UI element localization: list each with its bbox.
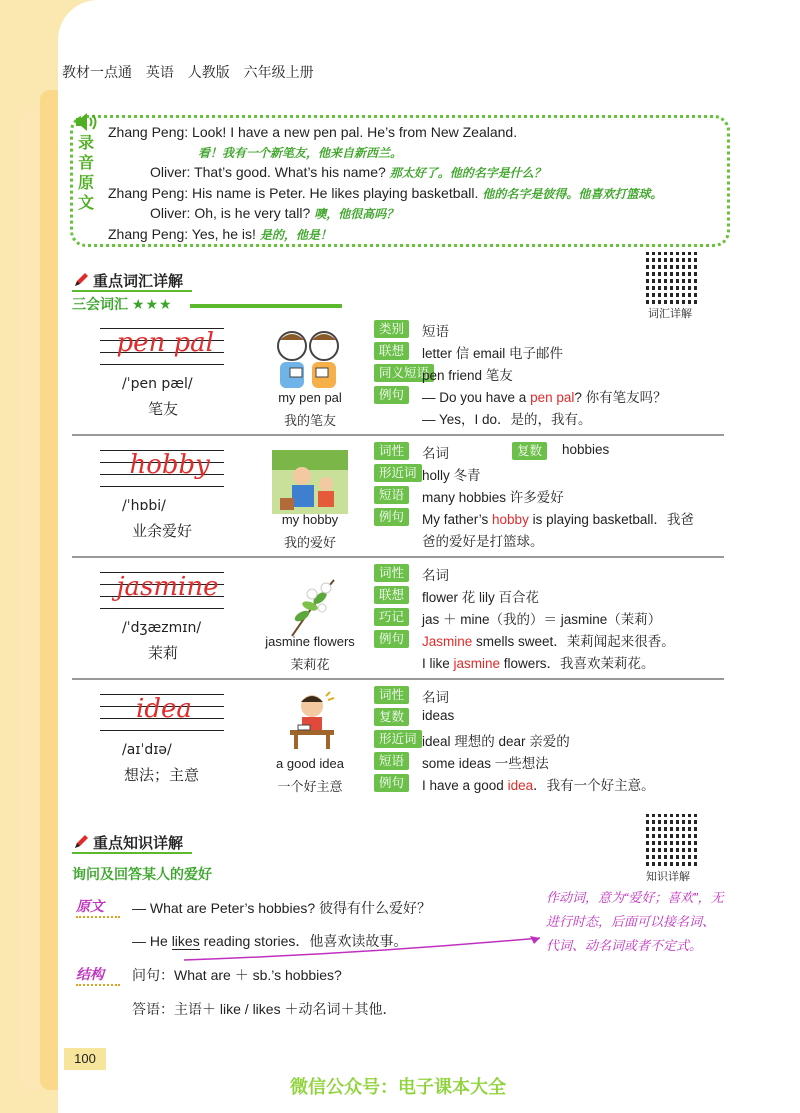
transcript-line: 看！我有一个新笔友，他来自新西兰。 — [198, 146, 403, 160]
vocab-subtitle: 三会词汇 ★★★ — [72, 296, 173, 312]
vocab-detail: 名词 — [422, 690, 449, 705]
vocab-detail: 爸的爱好是打篮球。 — [422, 534, 544, 549]
green-divider — [190, 304, 342, 308]
vocab-example: Jasmine smells sweet．茉莉闻起来很香。 — [422, 634, 675, 649]
picture-caption-en: my pen pal — [278, 390, 342, 405]
vocab-example: I like jasmine flowers．我喜欢茉莉花。 — [422, 656, 655, 671]
page-edge — [40, 90, 58, 1090]
vocab-meaning: 茉莉 — [148, 645, 179, 662]
picture-caption-en: a good idea — [276, 756, 344, 771]
note-arrow — [180, 930, 550, 970]
vocab-detail: holly 冬青 — [422, 468, 481, 483]
vocab-tag: 形近词 — [374, 464, 422, 482]
vocab-tag: 联想 — [374, 586, 409, 604]
vocab-tag: 词性 — [374, 564, 409, 582]
pencil-icon — [72, 271, 90, 289]
footer-watermark: 微信公众号：电子课本大全 — [290, 1077, 506, 1097]
listening-label — [78, 134, 98, 214]
label-char: 音 — [78, 155, 95, 172]
qr-code[interactable] — [646, 252, 698, 304]
row-divider — [72, 434, 724, 436]
transcript-line: Oliver: Oh, is he very tall? 噢，他很高吗？ — [150, 205, 399, 221]
title-underline — [72, 290, 192, 292]
transcript-line: Zhang Peng: Yes, he is! 是的，他是！ — [108, 226, 332, 242]
vocab-phonetic: /ˈpen pæl/ — [122, 376, 193, 392]
vocab-detail: hobbies — [562, 442, 610, 457]
vocab-tag: 例句 — [374, 508, 409, 526]
label-char: 文 — [78, 195, 95, 212]
vocab-phonetic: /ˈdʒæzmɪn/ — [122, 620, 202, 636]
label-char: 原 — [78, 175, 95, 192]
vocab-tag: 例句 — [374, 774, 409, 792]
vocab-example: My father’s hobby is playing basketball．我爸 — [422, 512, 694, 527]
page-header — [62, 62, 324, 82]
title-underline — [72, 852, 192, 854]
vocab-picture — [272, 450, 348, 519]
subject: 英语 — [145, 64, 174, 80]
vocab-detail: ideas — [422, 708, 455, 723]
vocab-picture — [284, 690, 340, 755]
vocab-tag: 复数 — [512, 442, 547, 460]
vocab-detail: 名词 — [422, 446, 449, 461]
vocab-detail: some ideas 一些想法 — [422, 756, 549, 771]
example-question: — What are Peter’s hobbies? 彼得有什么爱好？ — [132, 900, 432, 916]
vocab-tag: 词性 — [374, 442, 409, 460]
page-number: 100 — [64, 1048, 106, 1070]
qr-caption: 词汇详解 — [648, 308, 692, 320]
vocab-detail: 短语 — [422, 324, 449, 339]
vocab-tag: 复数 — [374, 708, 409, 726]
tag-structure: 结构 — [76, 966, 104, 982]
handwritten-note: 作动词，意为“爱好；喜欢”，无进行时态，后面可以接名词、代词、动名词或者不定式。 — [546, 890, 724, 953]
qr-caption: 知识详解 — [646, 871, 690, 883]
vocab-section-title: 重点词汇详解 — [72, 270, 183, 291]
transcript-line: Zhang Peng: His name is Peter. He likes playing basketball. 他的名字是彼得。他喜欢打篮球。 — [108, 185, 663, 201]
row-divider — [72, 678, 724, 680]
vocab-example: — Do you have a pen pal? 你有笔友吗？ — [422, 390, 667, 405]
vocab-meaning: 业余爱好 — [132, 523, 193, 540]
transcript-line: Oliver: That’s good. What’s his name? 那太好了。他的名字是什么？ — [150, 164, 546, 180]
structure-answer: 答语：主语＋ like / likes ＋动名词＋其他． — [132, 1001, 397, 1017]
vocab-tag: 类别 — [374, 320, 409, 338]
vocab-meaning: 想法；主意 — [124, 767, 200, 784]
vocab-tag: 形近词 — [374, 730, 422, 748]
vocab-detail: jas ＋ mine（我的）＝ jasmine（茉莉） — [422, 612, 662, 627]
example-answer: — He likes reading stories．他喜欢读故事。 — [132, 933, 408, 949]
vocab-picture — [270, 328, 348, 397]
knowledge-subtitle: 询问及回答某人的爱好 — [72, 866, 212, 882]
row-divider — [72, 556, 724, 558]
vocab-detail: flower 花 lily 百合花 — [422, 590, 540, 605]
vocab-word: idea — [136, 694, 192, 724]
vocab-phonetic: /ˈhɒbi/ — [122, 498, 166, 514]
dotted-line — [76, 916, 120, 918]
vocab-meaning: 笔友 — [148, 401, 179, 418]
vocab-word: pen pal — [116, 328, 214, 358]
knowledge-section-title: 重点知识详解 — [72, 832, 183, 853]
vocab-tag: 例句 — [374, 630, 409, 648]
grade: 六年级上册 — [243, 64, 314, 80]
label-char: 录 — [78, 135, 95, 152]
picture-caption-cn: 一个好主意 — [277, 779, 343, 794]
dotted-line — [76, 984, 120, 986]
tag-original: 原文 — [76, 898, 104, 914]
vocab-phonetic: /aɪˈdɪə/ — [122, 742, 172, 758]
picture-caption-en: my hobby — [281, 512, 339, 527]
picture-caption-cn: 茉莉花 — [290, 657, 330, 672]
speaker-icon — [74, 112, 100, 132]
vocab-tag: 词性 — [374, 686, 409, 704]
vocab-tag: 同义短语 — [374, 364, 434, 382]
vocab-detail: 名词 — [422, 568, 449, 583]
vocab-tag: 联想 — [374, 342, 409, 360]
structure-question: 问句：What are ＋ sb.’s hobbies? — [132, 967, 342, 983]
vocab-detail: — Yes，I do．是的，我有。 — [422, 412, 592, 427]
page-edge-back — [20, 110, 40, 1090]
transcript-line: Zhang Peng: Look! I have a new pen pal. He’s from New Zealand. — [108, 124, 518, 140]
vocab-tag: 短语 — [374, 752, 409, 770]
picture-caption-en: jasmine flowers — [265, 634, 355, 649]
vocab-tag: 短语 — [374, 486, 409, 504]
vocab-detail: many hobbies 许多爱好 — [422, 490, 564, 505]
vocab-tag: 例句 — [374, 386, 409, 404]
qr-code[interactable] — [646, 814, 698, 866]
vocab-tag: 巧记 — [374, 608, 409, 626]
edition: 人教版 — [187, 64, 230, 80]
vocab-detail: ideal 理想的 dear 亲爱的 — [422, 734, 570, 749]
vocab-example: I have a good idea．我有一个好主意。 — [422, 778, 655, 793]
book-name: 教材一点通 — [62, 64, 132, 80]
vocab-detail: pen friend 笔友 — [422, 368, 513, 383]
vocab-word: jasmine — [116, 572, 219, 602]
pencil-icon — [72, 833, 90, 851]
picture-caption-cn: 我的爱好 — [283, 535, 336, 550]
vocab-detail: letter 信 email 电子邮件 — [422, 346, 564, 361]
vocab-word: hobby — [129, 450, 210, 480]
picture-caption-cn: 我的笔友 — [283, 413, 336, 428]
